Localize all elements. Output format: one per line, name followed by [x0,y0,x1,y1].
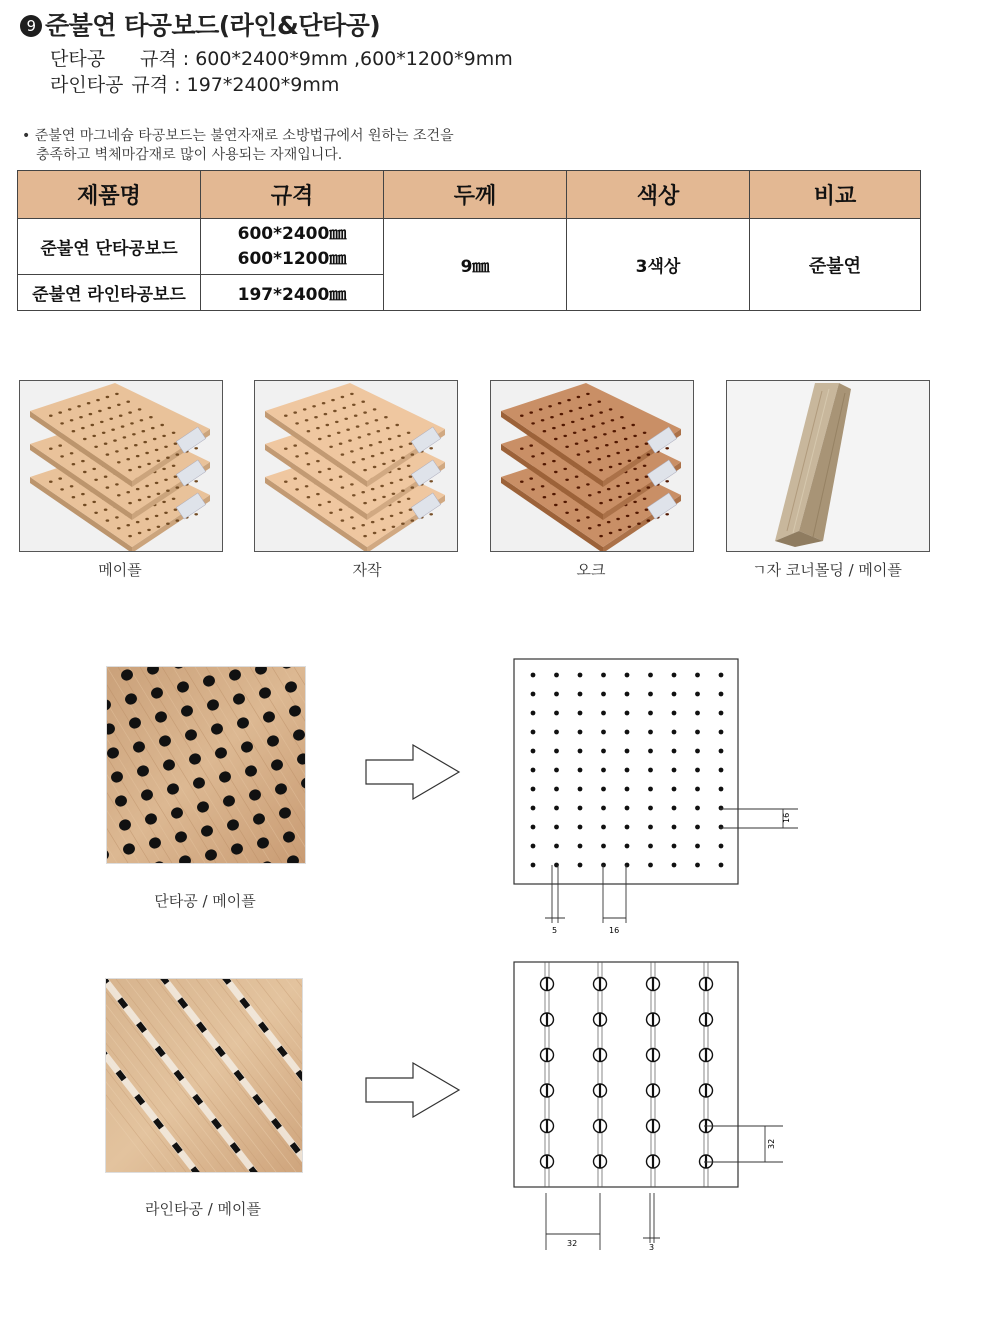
th-product: 제품명 [18,171,201,219]
hole [672,863,677,868]
grooved-wood-closeup [106,979,302,1172]
line-perforation-diagram [508,958,808,1258]
stacked-board-illustration [20,381,222,551]
photo-birch-board [254,380,458,552]
hole [531,730,536,735]
hole [554,806,559,811]
hole [719,692,724,697]
hole [672,768,677,773]
hole [672,806,677,811]
hole [695,787,700,792]
hole [648,787,653,792]
spec-value-line: 규격 : 197*2400*9mm [131,74,340,96]
hole [648,863,653,868]
photo-corner-molding [726,380,930,552]
hole [578,863,583,868]
hole [531,787,536,792]
caption-maple: 메이플 [98,561,142,579]
hole [601,844,606,849]
dim-label-horizontal: 32 [567,1239,578,1248]
spec-line-line [50,70,339,97]
hole [672,844,677,849]
table-header-row [18,171,921,219]
hole [648,806,653,811]
hole [554,749,559,754]
hole [625,787,630,792]
hole [531,844,536,849]
arrow-right-icon [365,744,461,800]
hole [625,692,630,697]
dim-label-vertical: 32 [767,1138,776,1149]
hole [695,711,700,716]
hole [695,768,700,773]
cell-product-single: 준불연 단타공보드 [18,219,201,275]
hole [719,711,724,716]
photo-maple-board [19,380,223,552]
hole [554,711,559,716]
hole [695,673,700,678]
hole [719,863,724,868]
stacked-board-illustration [491,381,693,551]
corner-molding-illustration [727,381,929,551]
hole [601,673,606,678]
hole [578,806,583,811]
hole [672,730,677,735]
hole [625,844,630,849]
hole [554,768,559,773]
cell-spec-line: 197*2400㎜ [201,275,384,311]
spec-line-single [50,44,513,71]
hole [648,692,653,697]
single-perforation-diagram [508,655,808,945]
hole [648,673,653,678]
hole [578,730,583,735]
hole [695,749,700,754]
hole [601,711,606,716]
hole [648,749,653,754]
dim-label-groove: 3 [649,1243,655,1252]
hole [601,730,606,735]
dim-label-hole: 5 [552,926,558,935]
page-title [20,6,380,42]
hole [672,673,677,678]
hole [531,825,536,830]
hole [719,787,724,792]
caption-oak: 오크 [576,561,606,579]
hole [601,806,606,811]
hole [672,749,677,754]
hole [554,787,559,792]
swatch-single-perforation [106,666,306,864]
th-color: 색상 [567,171,750,219]
hole [601,787,606,792]
hole [719,825,724,830]
title-text: 준불연 타공보드(라인&단타공) [45,11,381,40]
hole [648,711,653,716]
hole [695,692,700,697]
hole [554,825,559,830]
hole [578,844,583,849]
spec-single-a: 600*2400㎜ [237,223,347,244]
hole [578,768,583,773]
hole [648,768,653,773]
hole [601,692,606,697]
hole [625,863,630,868]
hole [672,711,677,716]
board-outline [514,962,738,1187]
hole [625,730,630,735]
hole [672,692,677,697]
hole [625,806,630,811]
spec-single-b: 600*1200㎜ [237,248,347,269]
spec-label-line: 라인타공 [50,74,124,96]
hole [719,806,724,811]
th-thickness: 두께 [384,171,567,219]
caption-birch: 자작 [352,561,382,579]
hole [601,749,606,754]
spec-label-single: 단타공 [50,48,106,70]
hole [695,844,700,849]
hole [625,749,630,754]
caption-line-perforation: 라인타공 / 메이플 [144,1200,262,1218]
hole [672,825,677,830]
photo-oak-board [490,380,694,552]
hole [531,863,536,868]
hole [578,825,583,830]
hole [719,844,724,849]
cell-color: 3색상 [567,219,750,311]
hole [625,711,630,716]
hole [719,730,724,735]
hole [719,673,724,678]
hole [578,711,583,716]
hole [648,844,653,849]
hole [554,730,559,735]
th-compare: 비교 [750,171,921,219]
dim-label-vertical: 16 [782,812,791,823]
hole [601,825,606,830]
spec-value-single: 규격 : 600*2400*9mm ,600*1200*9mm [140,48,513,70]
hole [695,806,700,811]
spec-table [17,170,921,311]
hole [719,749,724,754]
hole [531,711,536,716]
caption-corner: ㄱ자 코너몰딩 / 메이플 [752,561,902,579]
cell-product-line: 준불연 라인타공보드 [18,275,201,311]
hole [695,730,700,735]
th-spec: 규격 [201,171,384,219]
hole [578,787,583,792]
hole [625,768,630,773]
hole [578,692,583,697]
hole [554,844,559,849]
note-line-2: 충족하고 벽체마감재로 많이 사용되는 자재입니다. [36,147,343,163]
hole [578,673,583,678]
arrow-right-icon [365,1062,461,1118]
hole [672,787,677,792]
caption-single-perforation: 단타공 / 메이플 [154,892,256,910]
hole [531,749,536,754]
hole [648,730,653,735]
table-row [18,219,921,275]
hole [531,673,536,678]
hole [625,673,630,678]
hole [625,825,630,830]
stacked-board-illustration [255,381,457,551]
hole [695,825,700,830]
hole [531,806,536,811]
swatch-line-perforation [105,978,303,1173]
note-line-1: • 준불연 마그네슘 타공보드는 불연자재로 소방법규에서 원하는 조건을 [22,128,454,144]
hole [554,692,559,697]
perforated-wood-closeup [107,667,305,863]
hole [531,768,536,773]
hole [554,673,559,678]
cell-thickness: 9㎜ [384,219,567,311]
hole [695,863,700,868]
section-number-badge: 9 [20,15,42,37]
hole [601,863,606,868]
hole [648,825,653,830]
cell-spec-single [201,219,384,275]
hole [531,692,536,697]
cell-compare: 준불연 [750,219,921,311]
hole [601,768,606,773]
hole [719,768,724,773]
hole [578,749,583,754]
dim-label-horizontal: 16 [609,926,620,935]
